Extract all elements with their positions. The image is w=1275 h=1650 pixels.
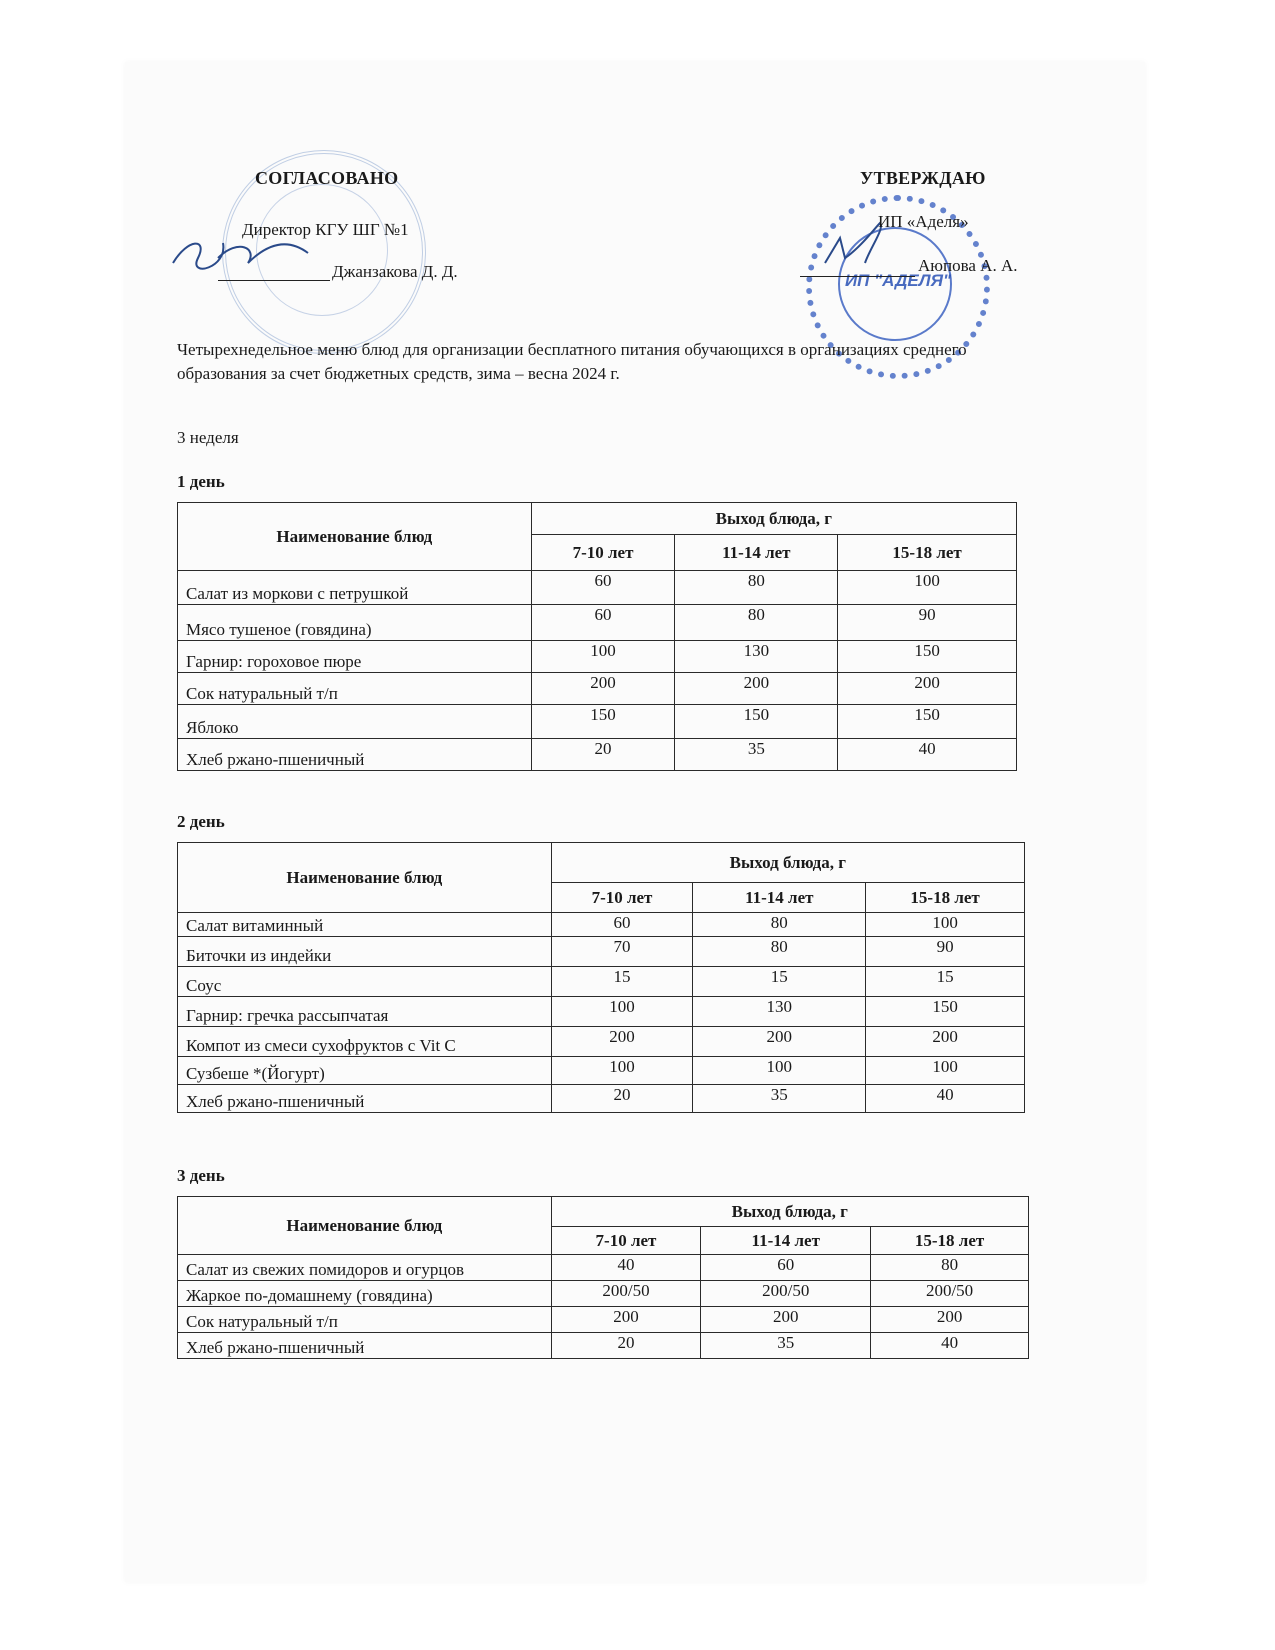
- week-label: 3 неделя: [177, 428, 239, 447]
- header-yield: Выход блюда, г: [551, 843, 1024, 883]
- table-row: Сузбеше *(Йогурт) 100 100 100: [178, 1057, 1025, 1085]
- table-row: Мясо тушеное (говядина) 60 80 90: [178, 605, 1017, 641]
- approval-left-title: СОГЛАСОВАНО: [255, 168, 399, 188]
- header-yield: Выход блюда, г: [531, 503, 1016, 535]
- header-age-15-18: 15-18 лет: [838, 535, 1017, 571]
- table-row: Яблоко 150 150 150: [178, 705, 1017, 739]
- header-age-11-14: 11-14 лет: [693, 883, 866, 913]
- table-row: Соус 15 15 15: [178, 967, 1025, 997]
- table-row: Салат из моркови с петрушкой 60 80 100: [178, 571, 1017, 605]
- table-row: Хлеб ржано-пшеничный 20 35 40: [178, 1333, 1029, 1359]
- signature-line-left: [218, 280, 330, 281]
- table-row: Салат из свежих помидоров и огурцов 40 60 80: [178, 1255, 1029, 1281]
- ip-org: ИП «Аделя»: [878, 212, 969, 231]
- table-row: Жаркое по-домашнему (говядина) 200/50 200/50 200/50: [178, 1281, 1029, 1307]
- stamp-text: ИП "АДЕЛЯ": [844, 271, 952, 290]
- table-row: Хлеб ржано-пшеничный 20 35 40: [178, 1085, 1025, 1113]
- day-2-table: [177, 842, 1025, 1113]
- day-2-title: 2 день: [177, 812, 225, 831]
- table-row: Сок натуральный т/п 200 200 200: [178, 1307, 1029, 1333]
- table-row: Салат витаминный 60 80 100: [178, 913, 1025, 937]
- approval-left: [255, 168, 398, 189]
- header-age-7-10: 7-10 лет: [531, 535, 675, 571]
- header-yield: Выход блюда, г: [551, 1197, 1028, 1227]
- director-name: Джанзакова Д. Д.: [332, 262, 458, 281]
- day-3-table: [177, 1196, 1029, 1359]
- day-1-table: [177, 502, 1017, 771]
- day-1-title: 1 день: [177, 472, 225, 491]
- day-3-title: 3 день: [177, 1166, 225, 1185]
- header-age-7-10: 7-10 лет: [551, 883, 693, 913]
- header-age-11-14: 11-14 лет: [675, 535, 838, 571]
- director-position: Директор КГУ ШГ №1: [242, 220, 409, 239]
- header-dish-name: Наименование блюд: [178, 503, 532, 571]
- table-row: Хлеб ржано-пшеничный 20 35 40: [178, 739, 1017, 771]
- header-age-11-14: 11-14 лет: [701, 1227, 871, 1255]
- header-dish-name: Наименование блюд: [178, 1197, 552, 1255]
- table-row: Гарнир: гороховое пюре 100 130 150: [178, 641, 1017, 673]
- table-row: Сок натуральный т/п 200 200 200: [178, 673, 1017, 705]
- header-age-7-10: 7-10 лет: [551, 1227, 701, 1255]
- table-row: Гарнир: гречка рассыпчатая 100 130 150: [178, 997, 1025, 1027]
- signature-line-right: [800, 276, 915, 277]
- header-age-15-18: 15-18 лет: [871, 1227, 1029, 1255]
- table-row: Компот из смеси сухофруктов с Vit C 200 200 200: [178, 1027, 1025, 1057]
- header-dish-name: Наименование блюд: [178, 843, 552, 913]
- document-title: Четырехнедельное меню блюд для организации бесплатного питания обучающихся в организациях среднего образования за счет бюджетных средств, зима – весна 2024 г.: [177, 340, 967, 383]
- table-row: Биточки из индейки 70 80 90: [178, 937, 1025, 967]
- ip-name: Аюпова А. А.: [918, 256, 1018, 275]
- header-age-15-18: 15-18 лет: [866, 883, 1025, 913]
- approval-right: [860, 168, 986, 189]
- approval-right-title: УТВЕРЖДАЮ: [860, 168, 986, 188]
